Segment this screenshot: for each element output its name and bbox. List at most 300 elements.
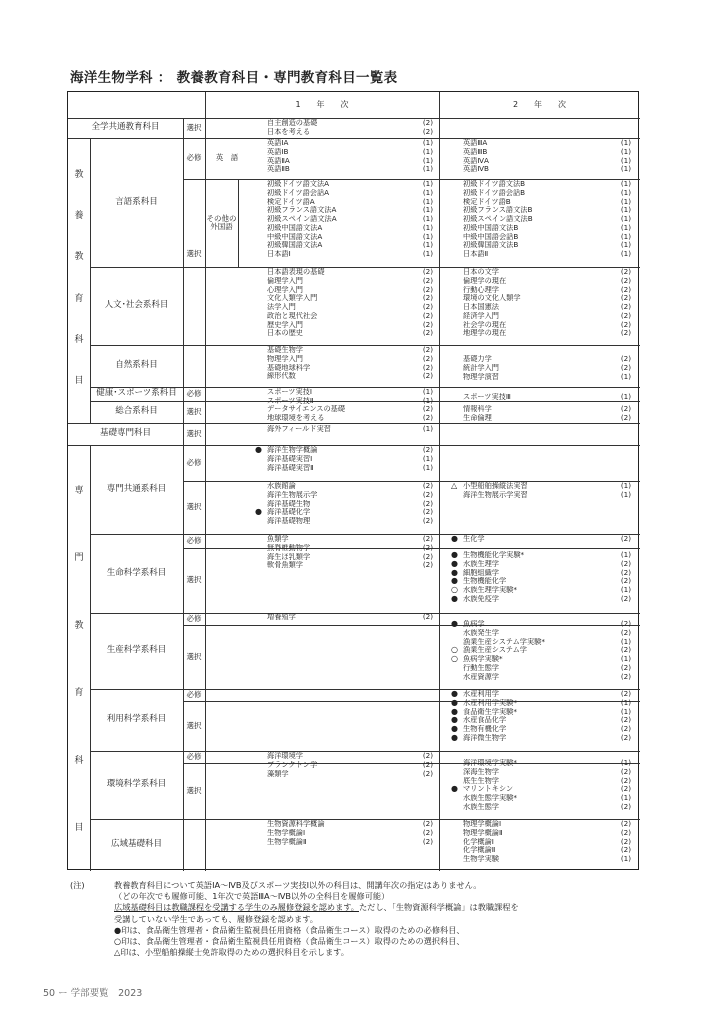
course-credit: (1)	[422, 240, 433, 250]
course-credit: (2)	[620, 412, 631, 422]
course-row	[451, 725, 631, 734]
course-row	[463, 224, 631, 233]
course-name: 物理学演習	[463, 372, 499, 381]
course-credit: (2)	[620, 576, 631, 586]
course-name: 物理学概論Ⅰ	[463, 820, 502, 828]
course-name: 基礎地球科学	[267, 363, 311, 372]
course-credit: (1)	[422, 155, 433, 165]
course-credit: (2)	[620, 362, 631, 372]
course-mark: ●	[451, 558, 458, 568]
course-name: 海洋生物展示学	[267, 490, 318, 499]
course-name: 生物機能化学	[463, 577, 507, 586]
course-row	[267, 838, 433, 847]
course-name: スポーツ実技Ⅰ	[267, 388, 312, 396]
course-row	[267, 372, 433, 381]
course-row	[267, 829, 433, 838]
course-row	[267, 770, 433, 779]
course-name: 藻類学	[267, 769, 289, 778]
course-name: 水族生理学	[463, 559, 499, 568]
course-credit: (1)	[620, 214, 631, 223]
course-mark: ●	[255, 507, 262, 517]
course-name: 初級ドイツ語文法A	[267, 180, 330, 188]
course-name: 日本を考える	[267, 127, 311, 136]
category-kiso: 基礎専門科目	[99, 428, 151, 439]
course-credit: (2)	[620, 845, 631, 855]
course-mark	[451, 803, 463, 812]
course-name: 社会学の現在	[463, 320, 507, 329]
course-row	[463, 268, 631, 277]
course-name: 初級中国語文法B	[463, 223, 519, 232]
course-name: 海洋基礎物理	[267, 517, 311, 525]
y1-zenkyo	[267, 119, 433, 137]
course-row	[463, 414, 631, 423]
course-row	[267, 761, 433, 770]
group-char: 門	[74, 553, 84, 564]
course-credit: (2)	[620, 593, 631, 603]
course-name: 深海生物学	[463, 767, 499, 776]
course-mark	[255, 517, 267, 526]
course-row	[255, 500, 433, 509]
course-mark: ●	[451, 732, 458, 742]
y1-kiso	[267, 425, 433, 434]
course-credit: (2)	[422, 551, 433, 561]
category-seimei: 生命科学系科目	[106, 567, 167, 578]
course-mark: ○	[451, 654, 458, 663]
course-name: 環境の文化人類学	[463, 294, 521, 303]
course-row	[463, 165, 631, 174]
course-name: 生物資源科学概論	[267, 820, 325, 828]
course-mark	[451, 838, 463, 847]
course-credit: (2)	[422, 126, 433, 136]
course-credit: (2)	[620, 354, 631, 363]
course-mark	[451, 491, 463, 500]
course-credit: (1)	[422, 424, 433, 433]
y1-shizen	[267, 346, 433, 381]
y2-kankyo-s	[451, 759, 631, 812]
course-name: 水族館論	[267, 482, 296, 490]
course-credit: (1)	[620, 793, 631, 802]
course-row	[463, 393, 631, 402]
course-row	[267, 215, 433, 224]
course-name: 文化人類学入門	[267, 294, 318, 303]
course-credit: (2)	[620, 302, 631, 311]
course-row	[451, 673, 631, 682]
course-credit: (2)	[620, 310, 631, 320]
course-name: 基礎力学	[463, 355, 492, 363]
label-sentaku: 選択	[186, 406, 202, 416]
course-credit: (1)	[422, 146, 433, 156]
course-name: 歴史学入門	[267, 320, 303, 329]
y1-kankyo-h	[267, 752, 433, 778]
course-credit: (1)	[422, 222, 433, 232]
course-name: 水族生態学実験*	[463, 794, 517, 802]
course-name: 初級韓国語文法B	[463, 241, 519, 250]
course-name: 水産資源学	[463, 672, 499, 681]
course-name: 日本語Ⅰ	[267, 250, 291, 258]
y2-sogo	[463, 405, 631, 423]
course-credit: (1)	[422, 249, 433, 258]
course-row	[463, 241, 631, 250]
course-credit: (2)	[620, 671, 631, 681]
course-name: 化学概論Ⅰ	[463, 837, 494, 846]
course-name: 増養殖学	[267, 613, 296, 621]
y1-jinbun	[267, 268, 433, 338]
course-row	[451, 716, 631, 725]
course-row	[255, 491, 433, 500]
course-name: 初級ドイツ語会話B	[463, 188, 526, 197]
course-row	[463, 373, 631, 382]
label-sonota: その他の外国語	[206, 213, 237, 231]
course-credit: (2)	[422, 819, 433, 828]
course-name: 海洋基礎実習Ⅰ	[267, 454, 313, 463]
course-row	[463, 312, 631, 321]
course-row	[463, 303, 631, 312]
course-name: 漁業生産システム学	[463, 646, 527, 655]
category-gogaku: 言語系科目	[115, 196, 158, 207]
course-credit: (2)	[620, 766, 631, 776]
course-name: 水産食品化学	[463, 716, 507, 725]
course-credit: (1)	[422, 462, 433, 472]
course-mark: ●	[255, 445, 262, 454]
category-koiki: 広域基礎科目	[110, 839, 162, 850]
course-name: 底生生物学	[463, 776, 499, 785]
course-mark	[451, 829, 463, 838]
course-row	[267, 553, 433, 562]
course-row	[267, 303, 433, 312]
course-name: 軟骨魚類学	[267, 561, 303, 570]
course-name: 日本語表現の基礎	[267, 268, 325, 276]
course-name: 英語ⅠB	[267, 147, 289, 156]
course-row	[267, 119, 433, 128]
course-credit: (1)	[620, 164, 631, 174]
course-name: 英語ⅡB	[267, 165, 290, 174]
course-row	[267, 165, 433, 174]
course-name: 生物学実験	[463, 855, 499, 863]
course-credit: (2)	[422, 836, 433, 846]
course-row	[463, 294, 631, 303]
note-line: ○印は、食品衛生管理者・食品衛生監視員任用資格（食品衛生コース）取得のための選択科目、	[114, 936, 465, 947]
course-credit: (2)	[422, 267, 433, 276]
course-row	[267, 128, 433, 137]
course-credit: (2)	[422, 612, 433, 621]
course-name: 生命倫理	[463, 413, 492, 422]
label-sentaku: 選択	[186, 122, 202, 132]
group-char: 科	[74, 335, 84, 345]
course-row	[451, 846, 631, 855]
course-row	[463, 250, 631, 259]
course-row	[267, 224, 433, 233]
label-hisshu: 必修	[186, 751, 202, 761]
course-name: 水産利用学実験*	[463, 698, 517, 707]
course-credit: (2)	[620, 715, 631, 725]
course-name: 無脊椎動物学	[267, 543, 311, 552]
course-credit: (1)	[422, 387, 433, 396]
course-row	[451, 785, 631, 794]
course-row	[267, 613, 433, 622]
course-credit: (2)	[422, 507, 433, 517]
course-credit: (1)	[620, 636, 631, 646]
course-name: 日本の歴史	[267, 329, 303, 338]
y2-jinbun	[463, 268, 631, 338]
course-row	[267, 206, 433, 215]
course-row	[463, 329, 631, 338]
category-zenkyo: 全学共通教育科目	[91, 122, 160, 133]
course-name: 初級韓国語文法A	[267, 241, 323, 250]
page-title: 海洋生物学科 ： 教養教育科目・専門教育科目一覧表	[70, 70, 398, 86]
course-row	[463, 157, 631, 166]
course-name: 日本の文学	[463, 268, 499, 276]
y1-kyotsu-h	[255, 446, 433, 472]
course-credit: (2)	[620, 619, 631, 628]
label-sentaku: 選択	[186, 720, 202, 730]
course-credit: (2)	[620, 534, 631, 543]
course-name: スポーツ実技Ⅱ	[267, 396, 314, 405]
notes	[70, 880, 650, 958]
course-mark: ●	[451, 706, 458, 716]
course-name: 小型船舶操縦法実習	[463, 482, 528, 490]
course-credit: (1)	[620, 489, 631, 499]
y2-sonota	[463, 180, 631, 259]
course-credit: (1)	[422, 179, 433, 188]
course-credit: (2)	[422, 759, 433, 769]
course-mark	[451, 664, 463, 673]
course-row	[451, 620, 631, 629]
course-name: 英語ⅡA	[267, 156, 290, 165]
course-row	[451, 535, 631, 544]
course-row	[463, 355, 631, 364]
y2-riyo-s	[451, 690, 631, 743]
course-row	[267, 294, 433, 303]
course-credit: (2)	[620, 784, 631, 794]
course-name: 海洋生物学概論	[267, 446, 318, 454]
y2-kenko	[463, 393, 631, 402]
course-credit: (2)	[620, 267, 631, 276]
course-row	[267, 544, 433, 553]
course-credit: (1)	[620, 249, 631, 258]
course-name: 物理学概論Ⅱ	[463, 828, 503, 837]
note-underlined: 広域基礎科目は教職課程を受講する学生のみ履修登録を認めます。	[114, 902, 359, 913]
course-mark: ●	[451, 715, 458, 725]
course-row	[463, 206, 631, 215]
course-name: プランクトン学	[267, 760, 318, 769]
course-row	[267, 346, 433, 355]
course-row	[267, 364, 433, 373]
course-mark: ●	[451, 619, 458, 628]
course-row	[463, 215, 631, 224]
category-seisan: 生産科学系科目	[106, 645, 167, 656]
course-credit: (1)	[422, 205, 433, 215]
course-row	[267, 312, 433, 321]
page-footer: 50 ー 学部要覧 2023	[43, 988, 143, 999]
course-mark	[451, 846, 463, 855]
course-row	[451, 577, 631, 586]
course-name: 魚類学	[267, 535, 289, 543]
course-mark: ●	[451, 724, 458, 733]
course-name: 地理学の現在	[463, 329, 507, 338]
category-sogo: 総合系科目	[115, 406, 158, 417]
course-row	[451, 482, 631, 491]
course-name: 化学概論Ⅱ	[463, 846, 496, 855]
course-credit: (2)	[620, 775, 631, 785]
course-row	[463, 405, 631, 414]
group-char: 科	[74, 755, 84, 766]
y1-kenko	[267, 388, 433, 406]
label-sentaku: 選択	[186, 651, 202, 661]
course-row	[451, 655, 631, 664]
course-credit: (2)	[422, 534, 433, 543]
label-sentaku: 選択	[186, 502, 202, 512]
y2-eigo	[463, 139, 631, 174]
label-hisshu: 必修	[186, 613, 202, 623]
course-name: 日本語Ⅱ	[463, 250, 489, 258]
course-credit: (2)	[422, 371, 433, 381]
category-shizen: 自然系科目	[115, 360, 158, 371]
course-row	[451, 838, 631, 847]
category-kyotsu: 専門共通系科目	[106, 483, 167, 494]
curriculum-table	[67, 91, 639, 870]
course-credit: (2)	[422, 489, 433, 499]
course-row	[463, 233, 631, 242]
course-name: 海洋環境学	[267, 752, 303, 760]
course-row	[267, 139, 433, 148]
course-name: 行動生態学	[463, 663, 499, 672]
course-row	[451, 560, 631, 569]
group-char: 教	[74, 620, 84, 631]
course-name: 水族生理学実験*	[463, 586, 517, 594]
course-row	[267, 321, 433, 330]
course-mark: ●	[451, 784, 458, 794]
course-credit: (2)	[422, 751, 433, 760]
course-mark: ●	[451, 689, 458, 698]
course-name: 海洋基礎生物	[267, 499, 311, 508]
course-row	[267, 405, 433, 414]
notes-label: (注)	[70, 880, 85, 890]
y1-koiki	[267, 820, 433, 846]
course-name: 統計学入門	[463, 363, 499, 372]
course-credit: (1)	[620, 155, 631, 165]
course-mark	[451, 820, 463, 829]
course-name: 倫理学入門	[267, 276, 303, 285]
label-hisshu: 必修	[186, 153, 202, 163]
course-row	[451, 638, 631, 647]
course-row	[451, 794, 631, 803]
course-name: 情報科学	[463, 405, 492, 413]
group-char: 教	[74, 169, 84, 180]
rule-v	[238, 179, 239, 267]
rule-v	[183, 118, 184, 871]
group-char: 専	[74, 485, 84, 496]
category-kenko: 健康･スポーツ系科目	[96, 388, 177, 399]
course-credit: (2)	[422, 328, 433, 338]
y2-seimei-s	[451, 551, 631, 604]
category-kankyo: 環境科学系科目	[106, 779, 167, 790]
course-name: 英語ⅢB	[463, 147, 488, 156]
course-row	[267, 752, 433, 761]
group-char: 目	[74, 823, 84, 834]
course-credit: (2)	[620, 275, 631, 285]
course-name: 海洋基礎実習Ⅱ	[267, 463, 314, 472]
course-credit: (2)	[422, 481, 433, 490]
course-credit: (1)	[422, 231, 433, 241]
course-row	[267, 241, 433, 250]
course-row	[267, 268, 433, 277]
course-name: 生物有機化学	[463, 725, 507, 733]
course-row	[463, 286, 631, 295]
course-credit: (2)	[422, 516, 433, 525]
course-name: 海洋基礎化学	[267, 508, 311, 517]
course-credit: (2)	[620, 627, 631, 637]
course-row	[255, 464, 433, 473]
course-mark	[451, 794, 463, 803]
year2-header: 2 年 次	[512, 99, 567, 109]
course-name: 初級中国語文法A	[267, 223, 323, 232]
course-name: 中級中国語文法A	[267, 232, 323, 241]
course-name: 初級フランス語文法A	[267, 206, 337, 215]
course-name: 海洋生物展示学実習	[463, 490, 528, 499]
course-row	[451, 759, 631, 768]
course-credit: (1)	[620, 481, 631, 490]
course-row	[463, 139, 631, 148]
course-name: 英語ⅣA	[463, 156, 489, 165]
group-char: 養	[74, 211, 84, 221]
course-credit: (2)	[422, 284, 433, 294]
course-name: 水産利用学	[463, 690, 499, 698]
course-name: 倫理学の現在	[463, 276, 507, 285]
course-name: 行動心理学	[463, 285, 499, 294]
course-name: 魚病学実験*	[463, 655, 503, 663]
course-credit: (2)	[620, 801, 631, 811]
y2-shizen	[463, 355, 631, 381]
course-row	[463, 198, 631, 207]
course-row	[267, 233, 433, 242]
course-credit: (1)	[620, 196, 631, 206]
course-row	[451, 708, 631, 717]
y2-koiki	[451, 820, 631, 864]
course-name: 生物機能化学実験*	[463, 551, 525, 559]
course-credit: (1)	[422, 196, 433, 206]
course-row	[451, 664, 631, 673]
course-name: 検定ドイツ語A	[267, 197, 315, 206]
rule-v	[439, 118, 440, 871]
course-credit: (2)	[422, 302, 433, 311]
course-name: 初級スペイン語文法A	[267, 215, 337, 223]
y1-eigo	[267, 139, 433, 174]
course-name: 海洋微生物学	[463, 733, 507, 742]
course-credit: (2)	[620, 819, 631, 828]
course-row	[463, 189, 631, 198]
course-row	[255, 455, 433, 464]
course-row	[451, 569, 631, 578]
course-name: 水族発生学	[463, 628, 499, 637]
category-riyo: 利用科学系科目	[106, 714, 167, 725]
course-row	[451, 646, 631, 655]
course-credit: (1)	[620, 179, 631, 188]
course-name: 細胞組織学	[463, 568, 499, 577]
course-name: 食品衛生学実験*	[463, 707, 517, 716]
course-mark	[451, 673, 463, 682]
course-credit: (1)	[422, 214, 433, 223]
course-row	[267, 820, 433, 829]
course-name: 日本国憲法	[463, 303, 499, 311]
course-credit: (1)	[620, 240, 631, 250]
course-credit: (2)	[620, 732, 631, 742]
course-row	[267, 535, 433, 544]
course-credit: (2)	[620, 319, 631, 329]
course-credit: (1)	[422, 453, 433, 463]
course-name: 法学入門	[267, 303, 296, 311]
course-credit: (2)	[422, 542, 433, 552]
course-credit: (1)	[422, 395, 433, 405]
